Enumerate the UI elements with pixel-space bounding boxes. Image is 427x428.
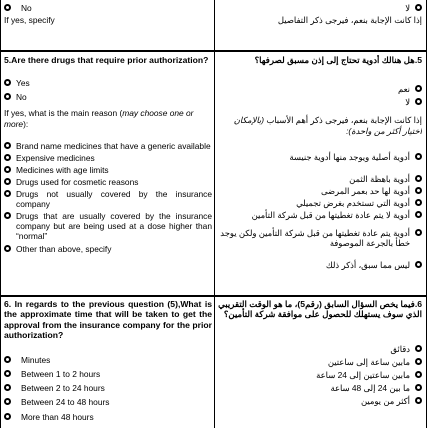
option-label: مابين ساعتين إلى 24 ساعة (316, 369, 410, 380)
column-divider (214, 0, 215, 428)
option-label: ما بين 24 إلى 48 ساعة (330, 382, 410, 393)
q5-reason-6[interactable] (4, 244, 212, 254)
radio-button[interactable] (415, 397, 422, 404)
option-label: دقائق (390, 343, 410, 354)
option-label: لا (405, 97, 410, 108)
radio-button[interactable] (415, 199, 422, 206)
radio-button[interactable] (4, 212, 11, 219)
radio-button[interactable] (415, 345, 422, 352)
radio-button[interactable] (415, 153, 422, 160)
q5-reason-ar-3[interactable] (218, 198, 422, 208)
option-label: ليس مما سبق، أذكر ذلك (325, 260, 410, 271)
option-label: أدوية لا يتم عادة تغطيتها من قبل شركة التأمين (251, 209, 410, 220)
q5-reason-ar-0[interactable] (218, 152, 422, 162)
radio-button[interactable] (415, 187, 422, 194)
option-label: No (21, 3, 32, 13)
q6-option-ar-0[interactable] (218, 344, 422, 354)
option-label: Between 24 to 48 hours (21, 397, 110, 408)
q6-option-4[interactable] (4, 412, 212, 422)
q6-option-ar-4[interactable] (218, 396, 422, 406)
q6-option-ar-1[interactable] (218, 357, 422, 367)
option-label: Drugs that are usually covered by the insurance company but are being used at a dose higher than “normal” (16, 211, 212, 242)
radio-option-no[interactable] (4, 3, 212, 13)
q6-option-list-ar (218, 344, 422, 406)
q5-reason-list-en (4, 141, 212, 255)
q5-reason-0[interactable] (4, 141, 212, 151)
radio-button[interactable] (4, 154, 11, 161)
q6-option-ar-3[interactable] (218, 383, 422, 393)
radio-button[interactable] (4, 142, 11, 149)
radio-button[interactable] (415, 98, 422, 105)
q5-option-no-ar[interactable] (218, 97, 422, 107)
table-border-left (0, 0, 1, 428)
radio-button[interactable] (4, 178, 11, 185)
radio-button[interactable] (415, 358, 422, 365)
q5-reason-4[interactable] (4, 189, 212, 209)
q5-reason-1[interactable] (4, 153, 212, 163)
q5-reason-ar-6[interactable] (218, 260, 422, 270)
prev-question-ar (218, 3, 422, 25)
q5-option-yes-ar[interactable] (218, 84, 422, 94)
radio-button[interactable] (4, 245, 11, 252)
option-label: Minutes (21, 355, 51, 366)
q5-option-yes[interactable] (4, 78, 212, 88)
option-label: أكثر من يومين (360, 395, 410, 406)
q5-reason-3[interactable] (4, 177, 212, 187)
option-label: Between 1 to 2 hours (21, 369, 101, 380)
radio-button[interactable] (415, 85, 422, 92)
radio-button[interactable] (4, 356, 11, 363)
specify-prompt: If yes, specify (4, 15, 55, 26)
q6-en (4, 299, 212, 422)
q6-option-0[interactable] (4, 355, 212, 365)
radio-button[interactable] (415, 384, 422, 391)
q5-question-en: 5.Are there drugs that require prior authorization? (4, 55, 209, 65)
radio-button[interactable] (415, 211, 422, 218)
radio-button[interactable] (4, 370, 11, 377)
q5-ar (218, 55, 422, 270)
prev-question-en (4, 3, 212, 25)
radio-button[interactable] (4, 190, 11, 197)
q5-reason-ar-1[interactable] (218, 174, 422, 184)
radio-button[interactable] (415, 371, 422, 378)
q5-reason-ar-2[interactable] (218, 186, 422, 196)
option-label: No (16, 92, 27, 103)
q5-reason-5[interactable] (4, 211, 212, 241)
option-label: مابين ساعة إلى ساعتين (327, 356, 410, 367)
radio-button[interactable] (415, 4, 422, 11)
q6-option-2[interactable] (4, 383, 212, 393)
radio-button[interactable] (4, 4, 11, 11)
option-label: أدوية باهظة الثمن (349, 173, 410, 184)
row-divider-q6 (0, 295, 427, 297)
q5-option-no[interactable] (4, 92, 212, 102)
option-label: أدوية أصلية ويوجد منها أدوية جنيسة (289, 151, 410, 162)
option-label: More than 48 hours (21, 411, 94, 422)
q5-question-ar: 5.هل هنالك أدوية تحتاج إلى إذن مسبق لصرفها؟ (254, 55, 422, 65)
radio-button[interactable] (4, 384, 11, 391)
radio-button[interactable] (415, 175, 422, 182)
q6-option-1[interactable] (4, 369, 212, 379)
q5-reason-ar-5[interactable] (218, 228, 422, 248)
option-label: Expensive medicines (16, 152, 95, 163)
q5-reason-list-ar (218, 152, 422, 271)
radio-button[interactable] (4, 413, 11, 420)
option-label: Yes (16, 78, 30, 89)
q5-reason-prompt-en: If yes, what is the main reason (may choose one or more): (4, 108, 194, 129)
option-label: Drugs used for cosmetic reasons (16, 176, 139, 187)
radio-button[interactable] (415, 229, 422, 236)
option-label: Drugs not usually covered by the insurance company (16, 188, 212, 210)
option-label: Brand name medicines that have a generic available (16, 140, 211, 151)
row-divider-q5 (0, 50, 427, 52)
q6-question-en: 6. In regards to the previous question (5),What is the approximate time that will be taken to get the approval from the insurance company for the prior authorization? (4, 299, 212, 340)
radio-button[interactable] (4, 166, 11, 173)
radio-button[interactable] (415, 261, 422, 268)
radio-button[interactable] (4, 79, 11, 86)
q6-option-3[interactable] (4, 397, 212, 407)
option-label: أدوية لها حد بعمر المرضى (320, 185, 410, 196)
option-label: لا (405, 3, 410, 13)
option-label: أدوية يتم عادة تغطيتها من قبل شركة التأمين ولكن يوجد خطأ بالجرعة الموصوفة (220, 228, 410, 249)
q5-en (4, 55, 212, 254)
radio-button[interactable] (4, 93, 11, 100)
radio-option-no-ar[interactable] (218, 3, 422, 13)
option-label: أدوية التي تستخدم بغرض تجميلي (296, 197, 410, 208)
q5-reason-ar-4[interactable] (218, 210, 422, 220)
option-label: Other than above, specify (16, 244, 112, 255)
radio-button[interactable] (4, 398, 11, 405)
option-label: Between 2 to 24 hours (21, 383, 105, 394)
q6-option-list-en (4, 355, 212, 421)
option-label: نعم (398, 84, 410, 95)
specify-prompt-ar: إذا كانت الإجابة بنعم، فيرجى ذكر التفاصيل (277, 15, 422, 26)
option-label: Medicines with age limits (16, 164, 109, 175)
q5-reason-2[interactable] (4, 165, 212, 175)
q6-ar (218, 299, 422, 406)
q6-option-ar-2[interactable] (218, 370, 422, 380)
q5-reason-prompt-ar: إذا كانت الإجابة بنعم، فيرجى ذكر أهم الأسباب (بالإمكان اختيار أكثر من واحدة): (233, 115, 422, 136)
q6-question-ar: 6.فيما يخص السؤال السابق (رقم5)، ما هو الوقت التقريبي الذي سوف يستهلك للحصول على موافقة شركة التأمين؟ (218, 299, 422, 320)
